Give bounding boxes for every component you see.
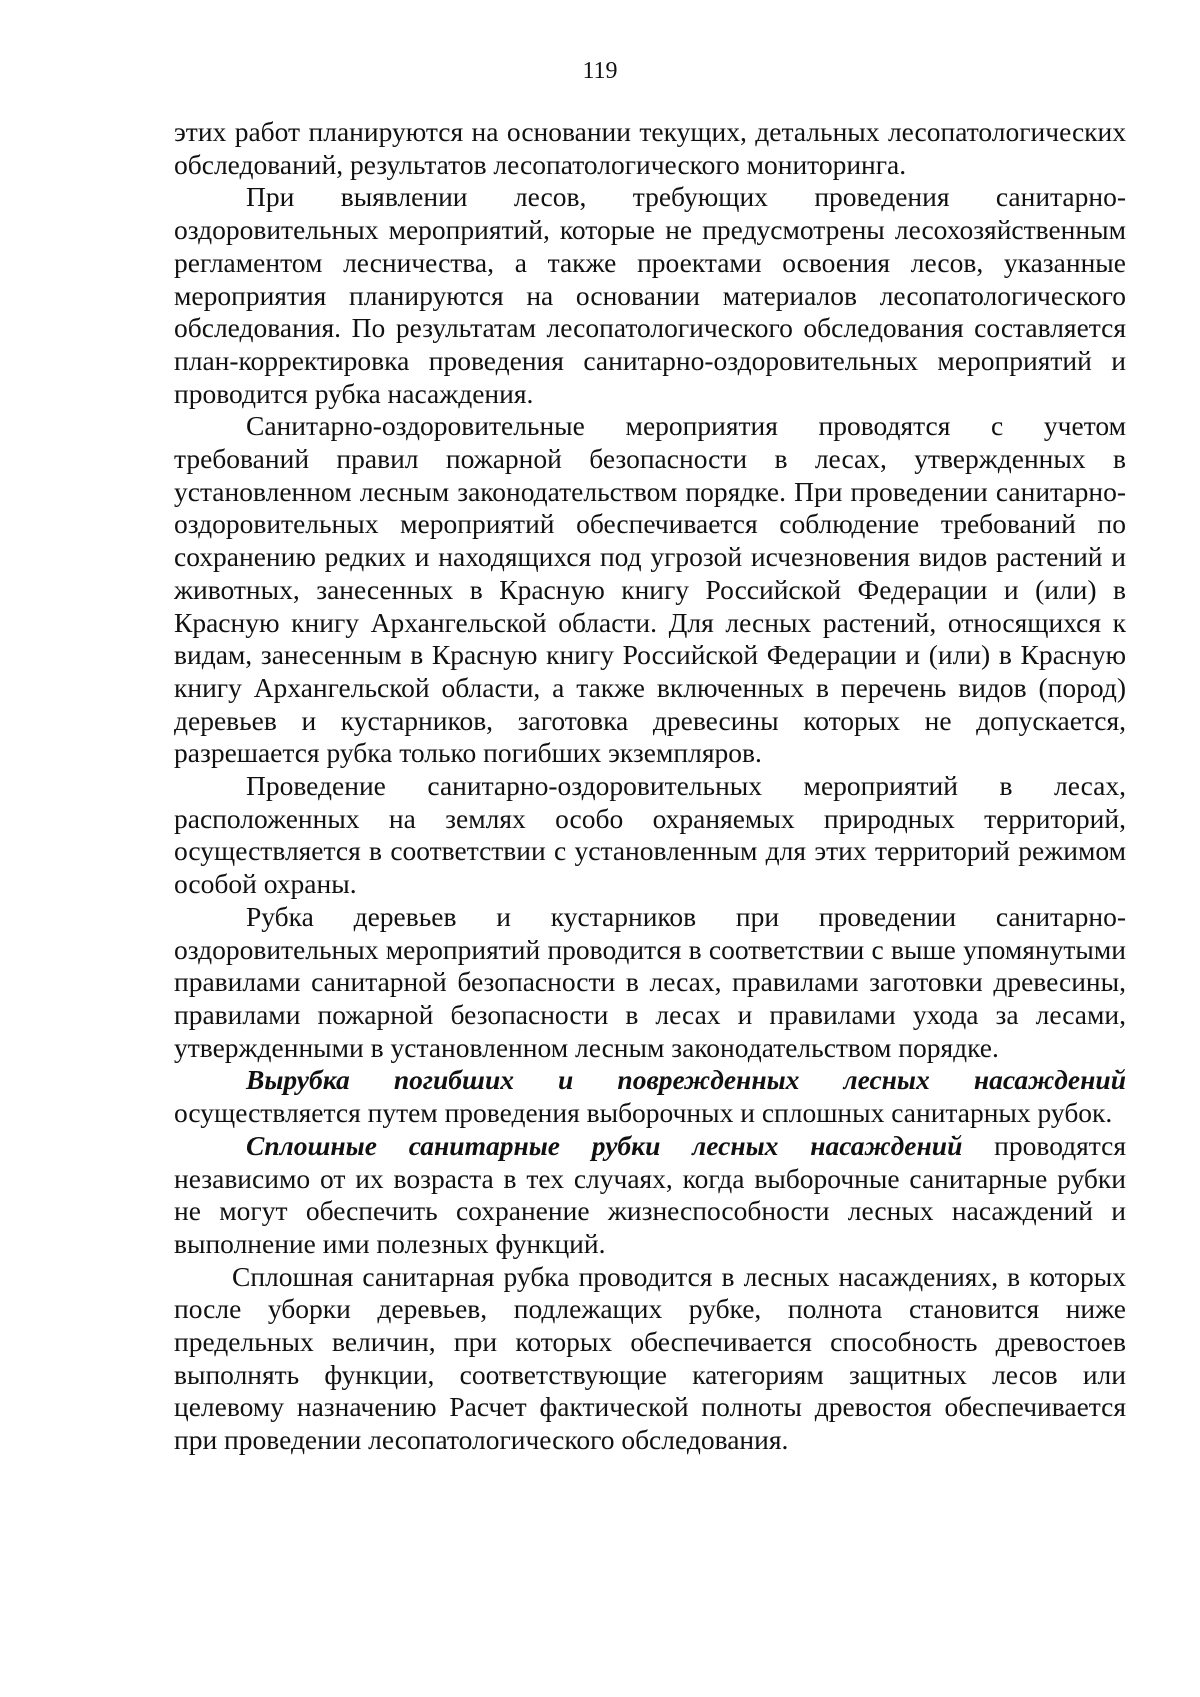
paragraph-felling-rules: Рубка деревьев и кустарников при проведении санитарно-оздоровительных мероприятий проводится в соответствии с выше упомянутыми правилами санитарной безопасности в лесах, правилами заготовки древесины, правилами пожарной безопасности в лесах и правилами ухода за лесами, утвержденными в установленном лесным законодательством порядке. (174, 900, 1126, 1063)
paragraph-plan-correction: При выявлении лесов, требующих проведения санитарно-оздоровительных мероприятий, которые не предусмотрены лесохозяйственным регламентом лесничества, а также проектами освоения лесов, указанные мероприятия планируются на основании материалов лесопатологического обследования. По результатам лесопатологического обследования составляется план-корректировка проведения санитарно-оздоровительных мероприятий и проводится рубка насаждения. (174, 181, 1126, 409)
paragraph-continuation: этих работ планируются на основании текущих, детальных лесопатологических обследований, результатов лесопатологического мониторинга. (174, 116, 1126, 180)
page-number: 119 (582, 58, 618, 84)
paragraph-clear-sanitary-felling (174, 1130, 1126, 1261)
emphasis-clear-sanitary-felling: Сплошные санитарные рубки лесных насаждений (246, 1129, 963, 1161)
paragraph-stand-density: Сплошная санитарная рубка проводится в лесных насаждениях, в которых после уборки деревьев, подлежащих рубке, полнота становится ниже предельных величин, при которых обеспечивается способность древостоев выполнять функции, соответствующие категориям защитных лесов или целевому назначению Расчет фактической полноты древостоя обеспечивается при проведении лесопатологического обследования. (174, 1260, 1126, 1456)
emphasis-removal-dead-stands: Вырубка погибших и поврежденных лесных насаждений (246, 1064, 1126, 1096)
paragraph-protected-areas: Проведение санитарно-оздоровительных мероприятий в лесах, расположенных на землях особо охраняемых природных территорий, осуществляется в соответствии с установленным для этих территорий режимом особой охраны. (174, 770, 1126, 900)
paragraph-removal-dead-stands (174, 1064, 1126, 1129)
paragraph-text: осуществляется путем проведения выборочных и сплошных санитарных рубок. (174, 1097, 1113, 1129)
paragraph-fire-safety: Санитарно-оздоровительные мероприятия проводятся с учетом требований правил пожарной безопасности в лесах, утвержденных в установленном лесным законодательством порядке. При проведении санитарно-оздоровительных мероприятий обеспечивается соблюдение требований по сохранению редких и находящихся под угрозой исчезновения видов растений и животных, занесенных в Красную книгу Российской Федерации и (или) в Красную книгу Архангельской области. Для лесных растений, относящихся к видам, занесенным в Красную книгу Российской Федерации и (или) в Красную книгу Архангельской области, а также включенных в перечень видов (пород) деревьев и кустарников, заготовка древесины которых не допускается, разрешается рубка только погибших экземпляров. (174, 410, 1126, 769)
paragraph-text: проводятся независимо от их возраста в тех случаях, когда выборочные санитарные рубки не могут обеспечить сохранение жизнеспособности лесных насаждений и выполнение ими полезных функций. (174, 1129, 1126, 1259)
document-body (174, 116, 1126, 1457)
